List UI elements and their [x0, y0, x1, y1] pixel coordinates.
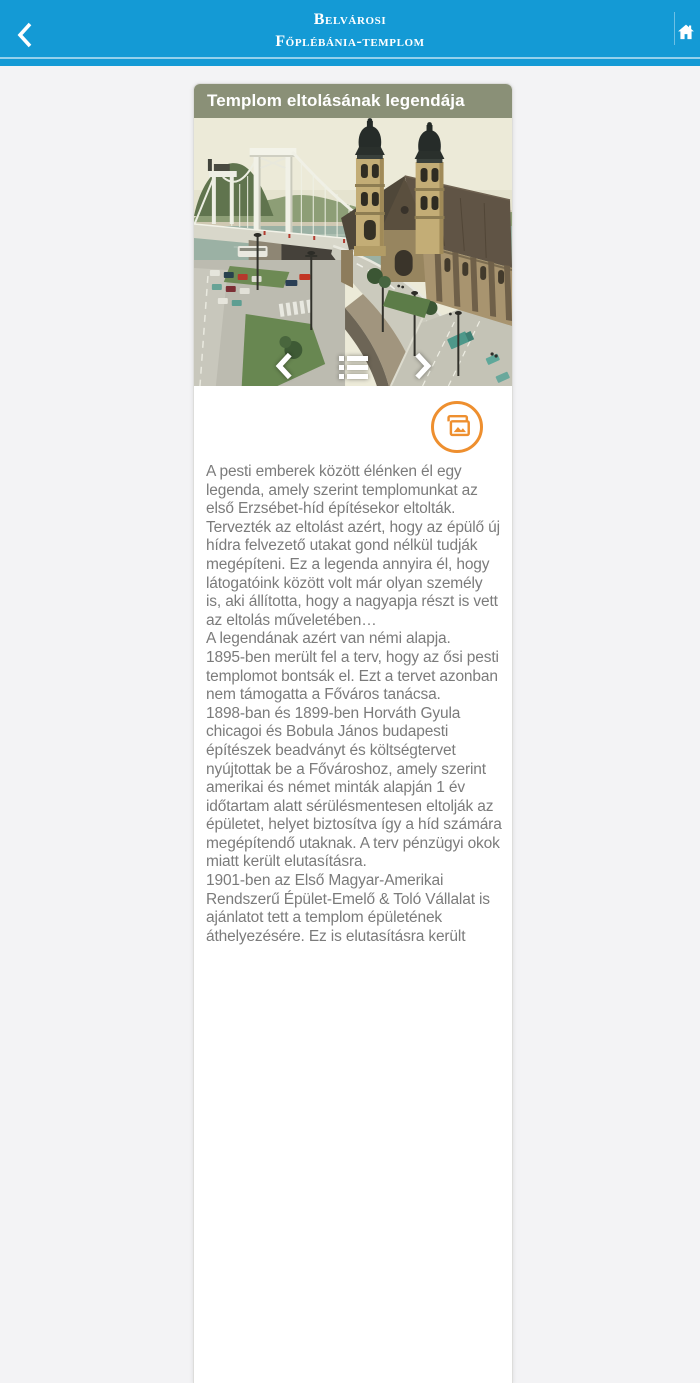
- chevron-right-icon: [412, 352, 433, 383]
- photo-list-button[interactable]: [339, 356, 368, 379]
- chevron-left-icon: [274, 352, 295, 383]
- home-button[interactable]: [674, 18, 698, 48]
- card-title: Templom eltolásának legendája: [194, 84, 512, 118]
- page-title: [0, 9, 700, 53]
- page-title-line2: Főplébánia-templom: [275, 33, 425, 50]
- article-card: [193, 83, 513, 1383]
- photo-nav-bar: [194, 351, 512, 383]
- photo-elisabeth-bridge-church: [194, 118, 512, 386]
- article-text: A pesti emberek között élénken él egy legenda, amely szerint templomunkat az első Erzsébet-híd építésekor eltolták. Tervezték az eltolást azért, hogy az épülő új hídra felvezető utakat gond nélkül tudják megépíteni. Ez a legenda annyira él, hogy látogatóink között volt már olyan személy is, aki állította, hogy a nagyapja részt is vett az eltolás műveletében… A legendának azért van némi alapja. 1895-ben merült fel a terv, hogy az ősi pesti templomot bontsák el. Ezt a tervet azonban nem támogatta a Főváros tanácsa. 1898-ban és 1899-ben Horváth Gyula chicagoi és Bobula János budapesti építészek beadványt és költségtervet nyújtottak be a Fővároshoz, amely szerint amerikai és német minták alapján 1 év időtartam alatt sérülésmentesen eltolják az épületet, helyet biztosítva így a híd számára megépítendő utaknak. A terv pénzügyi okok miatt került elutasításra. 1901-ben az Első Magyar-Amerikai Rendszerű Épület-Emelő & Toló Vállalat is ajánlatot tett a templom épületének áthelyezésére. Ez is elutasításra került: [206, 463, 502, 945]
- app-header: [0, 0, 700, 66]
- gallery-button[interactable]: [431, 401, 483, 453]
- photo-viewer: [194, 118, 512, 386]
- next-photo-button[interactable]: [412, 352, 433, 383]
- photo-stack-icon: [442, 411, 472, 444]
- previous-photo-button[interactable]: [274, 352, 295, 383]
- list-icon: [339, 356, 368, 379]
- page-title-line1: Belvárosi: [313, 11, 387, 28]
- home-icon: [676, 22, 696, 45]
